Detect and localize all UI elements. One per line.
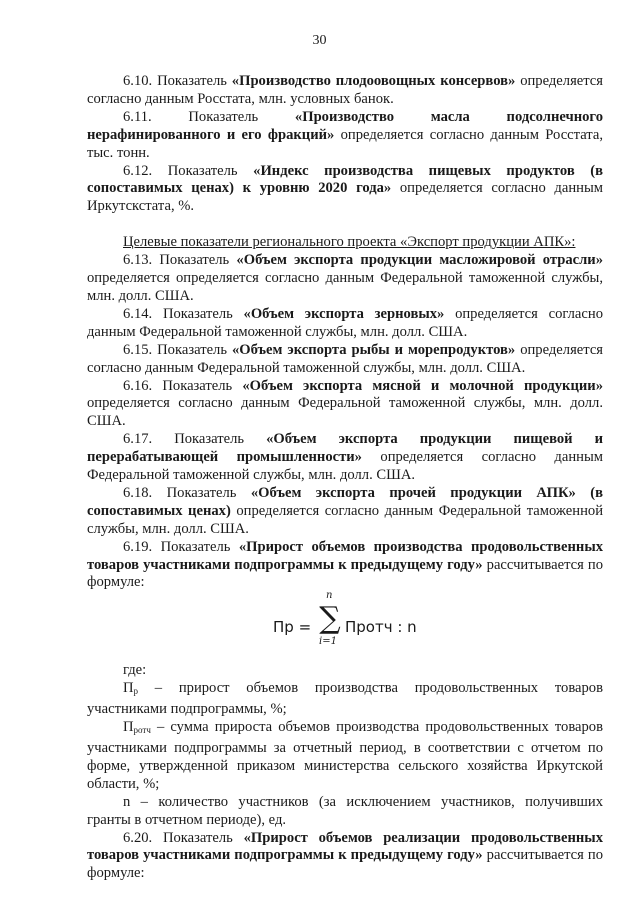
indicator-description: определяется согласно данным Федеральной таможенной службы, млн. долл. США. bbox=[87, 305, 603, 340]
indicator-description: определяется согласно данным Иркутскстата, %. bbox=[87, 180, 603, 215]
indicator-description: определяется определяется согласно данным Федеральной таможенной службы, млн. долл. США. bbox=[87, 270, 603, 304]
indicator-paragraph bbox=[87, 539, 603, 593]
definition-paragraph bbox=[87, 719, 603, 794]
indicator-number: 6.18. bbox=[123, 484, 153, 501]
indicator-paragraph bbox=[87, 163, 603, 217]
indicator-title: «Индекс производства пищевых продуктов (в сопоставимых ценах) к уровню 2020 года» bbox=[87, 162, 604, 197]
definitions-list bbox=[87, 680, 603, 829]
definition-text: – количество участников (за исключением участников, получивших гранты в отчетном периоде), ед. bbox=[87, 793, 603, 828]
indicator-number: 6.17. bbox=[123, 431, 153, 448]
indicator-description: определяется согласно данным Росстата, млн. условных банок. bbox=[87, 73, 604, 107]
indicator-title: «Объем экспорта продукции масложировой отрасли» bbox=[236, 252, 604, 269]
indicator-title: «Объем экспорта зерновых» bbox=[243, 305, 445, 322]
indicator-prefix: Показатель bbox=[152, 484, 251, 501]
definition-text: – прирост объемов производства продовольственных товаров участниками подпрограммы, %; bbox=[87, 680, 603, 718]
indicator-number: 6.20. bbox=[123, 829, 153, 846]
definition-text: – сумма прироста объемов производства продовольственных товаров участниками подпрограммы за отчетный период, в соответствии с отчетом по форме, утвержденной приказом министерства сельского хозяйства Иркутской области, %; bbox=[87, 719, 603, 792]
indicator-description: рассчитывается по формуле: bbox=[87, 847, 604, 882]
indicator-number: 6.13. bbox=[123, 252, 153, 269]
indicator-number: 6.11. bbox=[123, 108, 152, 125]
indicator-paragraph bbox=[87, 342, 603, 378]
indicator-description: определяется согласно данным Федеральной таможенной службы, млн. долл. США. bbox=[87, 395, 603, 430]
indicator-title: «Объем экспорта мясной и молочной продукции» bbox=[242, 377, 603, 394]
sum-symbol: ∑ bbox=[319, 601, 341, 637]
indicator-prefix: Показатель bbox=[152, 829, 244, 846]
indicator-title: «Производство масла подсолнечного нерафинированного и его фракций» bbox=[87, 108, 603, 143]
indicator-list-a bbox=[87, 73, 603, 216]
section-heading: Целевые показатели регионального проекта «Экспорт продукции АПК»: bbox=[123, 234, 576, 251]
indicator-description: определяется согласно данным Федеральной таможенной службы, млн. долл. США. bbox=[87, 341, 604, 376]
definition-paragraph bbox=[87, 680, 603, 719]
indicator-description: определяется согласно данным Федеральной таможенной службы, млн. долл. США. bbox=[87, 502, 604, 537]
where-label: где: bbox=[123, 662, 147, 679]
formula-rhs: Протч : n bbox=[345, 618, 417, 637]
definition-symbol-subscript: ротч bbox=[133, 725, 151, 736]
sum-upper-limit: n bbox=[326, 590, 333, 602]
indicator-description: рассчитывается по формуле: bbox=[87, 556, 604, 591]
indicator-prefix: Показатель bbox=[151, 108, 295, 125]
definition-symbol: n bbox=[123, 793, 131, 810]
indicator-number: 6.15. bbox=[123, 341, 153, 358]
indicator-title: «Производство плодоовощных консервов» bbox=[231, 73, 516, 89]
indicator-prefix: Показатель bbox=[152, 162, 254, 179]
formula-lhs: Пр = bbox=[273, 618, 312, 637]
indicator-list-b bbox=[87, 252, 603, 592]
indicator-title: «Прирост объемов реализации продовольственных товаров участниками подпрограммы к предыдущему году» bbox=[87, 829, 604, 864]
definition-symbol-subscript: р bbox=[133, 686, 139, 697]
indicator-prefix: Показатель bbox=[152, 538, 239, 555]
sum-lower-limit: i=1 bbox=[319, 636, 337, 648]
indicator-paragraph bbox=[87, 485, 603, 539]
indicator-paragraph bbox=[87, 378, 603, 432]
indicator-title: «Объем экспорта рыбы и морепродуктов» bbox=[231, 341, 516, 358]
indicator-prefix: Показатель bbox=[152, 377, 243, 394]
indicator-number: 6.14. bbox=[123, 305, 153, 322]
indicator-title: «Прирост объемов производства продовольственных товаров участниками подпрограммы к предыдущему году» bbox=[87, 538, 604, 573]
indicator-title: «Объем экспорта продукции пищевой и перерабатывающей промышленности» bbox=[87, 431, 603, 466]
indicator-prefix: Показатель bbox=[152, 431, 267, 448]
indicator-prefix: Показатель bbox=[152, 73, 232, 89]
indicator-title: «Объем экспорта прочей продукции АПК» (в сопоставимых ценах) bbox=[87, 484, 603, 519]
indicator-description: определяется согласно данным Росстата, тыс. тонн. bbox=[87, 126, 603, 161]
page-content bbox=[87, 73, 603, 883]
definition-paragraph bbox=[87, 794, 603, 830]
indicator-number: 6.10. bbox=[123, 73, 153, 89]
page-number: 30 bbox=[312, 33, 327, 48]
indicator-number: 6.12. bbox=[123, 162, 153, 179]
indicator-paragraph bbox=[87, 109, 603, 163]
indicator-paragraph bbox=[87, 431, 603, 485]
indicator-paragraph bbox=[87, 73, 603, 109]
indicator-paragraph-6-20 bbox=[87, 830, 603, 884]
definition-symbol: П bbox=[123, 719, 134, 736]
indicator-paragraph bbox=[87, 306, 603, 342]
indicator-number: 6.19. bbox=[123, 538, 153, 555]
indicator-paragraph bbox=[87, 252, 603, 306]
indicator-prefix: Показатель bbox=[152, 305, 244, 322]
indicator-number: 6.16. bbox=[123, 377, 153, 394]
definition-symbol: П bbox=[123, 680, 134, 697]
indicator-prefix: Показатель bbox=[152, 341, 232, 358]
indicator-prefix: Показатель bbox=[152, 252, 237, 269]
formula-block bbox=[87, 590, 603, 658]
indicator-description: определяется согласно данным Федеральной таможенной службы, млн. долл. США. bbox=[87, 449, 603, 484]
